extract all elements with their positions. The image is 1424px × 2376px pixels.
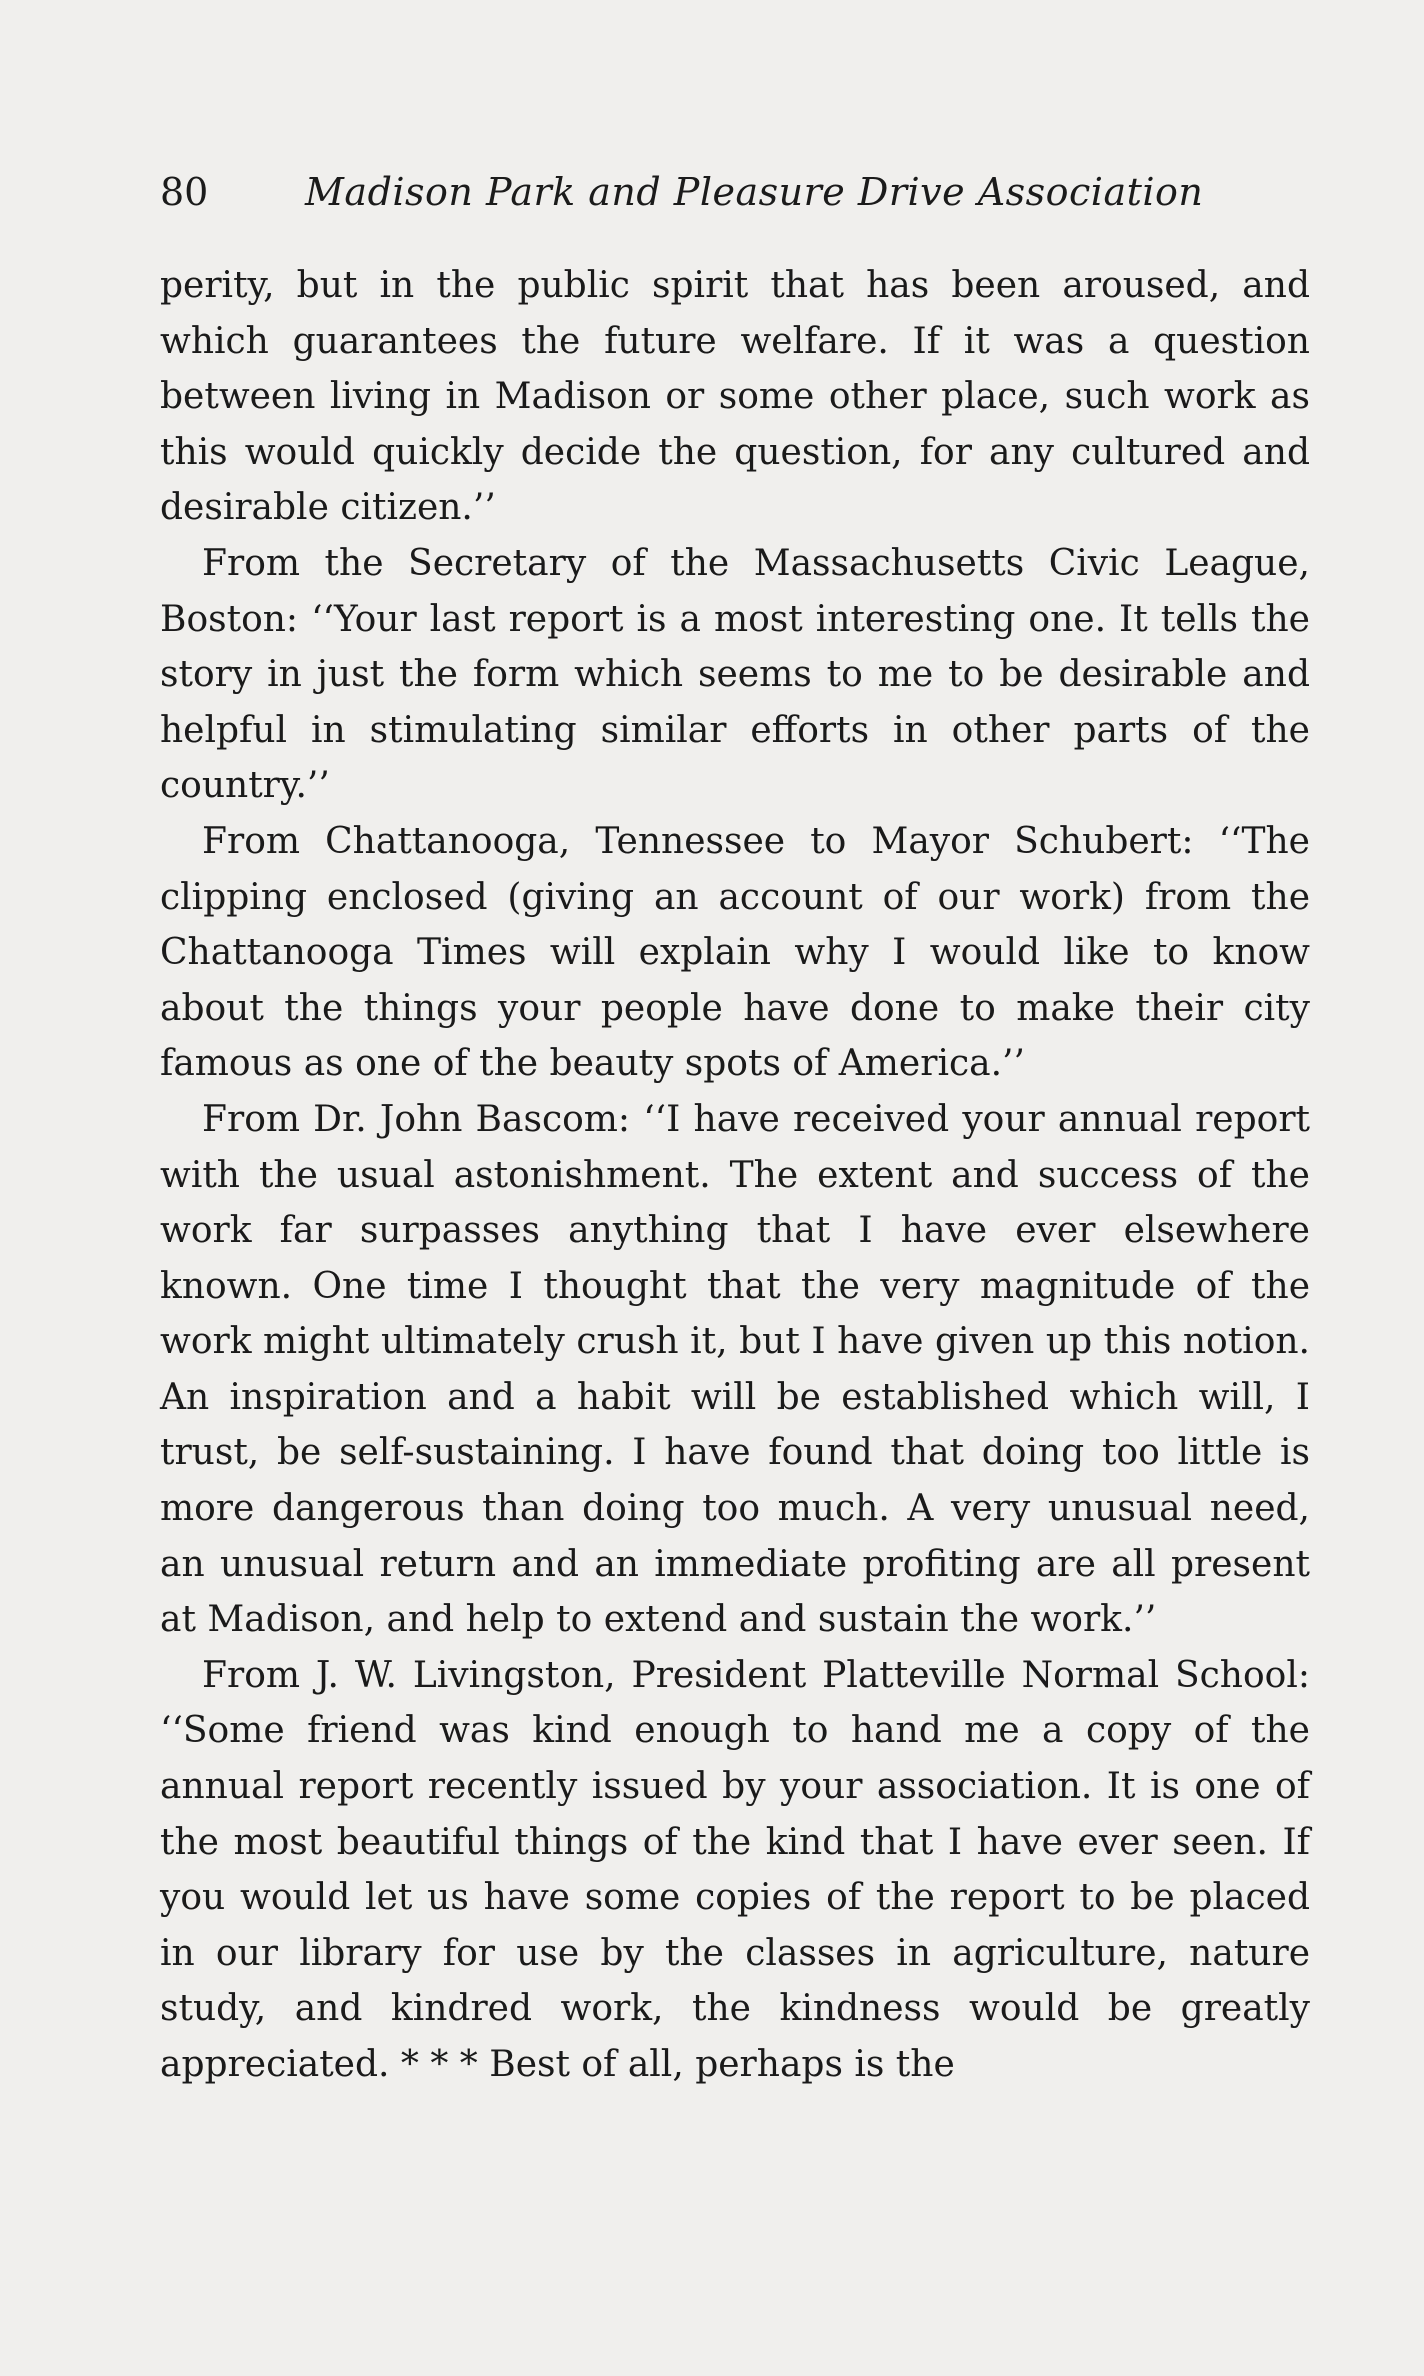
paragraph-livingston-quote: From J. W. Livingston, President Platteville Normal School: ‘‘Some friend was kind enough to hand me a copy of the annual report recently issued by your association. It is one of the most beautiful things of the kind that I have ever seen. If you would let us have some copies of the report to be placed in our library for use by the classes in agriculture, nature study, and kindred work, the kindness would be greatly appreciated. * * * Best of all, perhaps is the — [160, 1654, 1310, 2085]
body-text — [160, 258, 1310, 2093]
running-title: Madison Park and Pleasure Drive Association — [305, 170, 1204, 214]
running-header — [160, 170, 1310, 230]
paragraph-chattanooga-quote: From Chattanooga, Tennessee to Mayor Schubert: ‘‘The clipping enclosed (giving an account of our work) from the Chattanooga Times will explain why I would like to know about the things your people have done to make their city famous as one of the beauty spots of America.’’ — [160, 820, 1310, 1085]
paragraph-continuation: perity, but in the public spirit that has been aroused, and which guarantees the future welfare. If it was a question between living in Madison or some other place, such work as this would quickly decide the question, for any cultured and desirable citizen.’’ — [160, 265, 1310, 529]
page-number: 80 — [160, 170, 209, 214]
paragraph-bascom-quote: From Dr. John Bascom: ‘‘I have received your annual report with the usual astonishment. The extent and success of the work far surpasses anything that I have ever elsewhere known. One time I thought that the very magnitude of the work might ultimately crush it, but I have given up this notion. An inspiration and a habit will be established which will, I trust, be self-sustaining. I have found that doing too little is more dangerous than doing too much. A very unusual need, an unusual return and an immediate profiting are all present at Madison, and help to extend and sustain the work.’’ — [160, 1098, 1310, 1641]
paragraph-civic-league-quote: From the Secretary of the Massachusetts Civic League, Boston: ‘‘Your last report is a most interesting one. It tells the story in just the form which seems to me to be desirable and helpful in stimulating similar efforts in other parts of the country.’’ — [160, 542, 1310, 807]
